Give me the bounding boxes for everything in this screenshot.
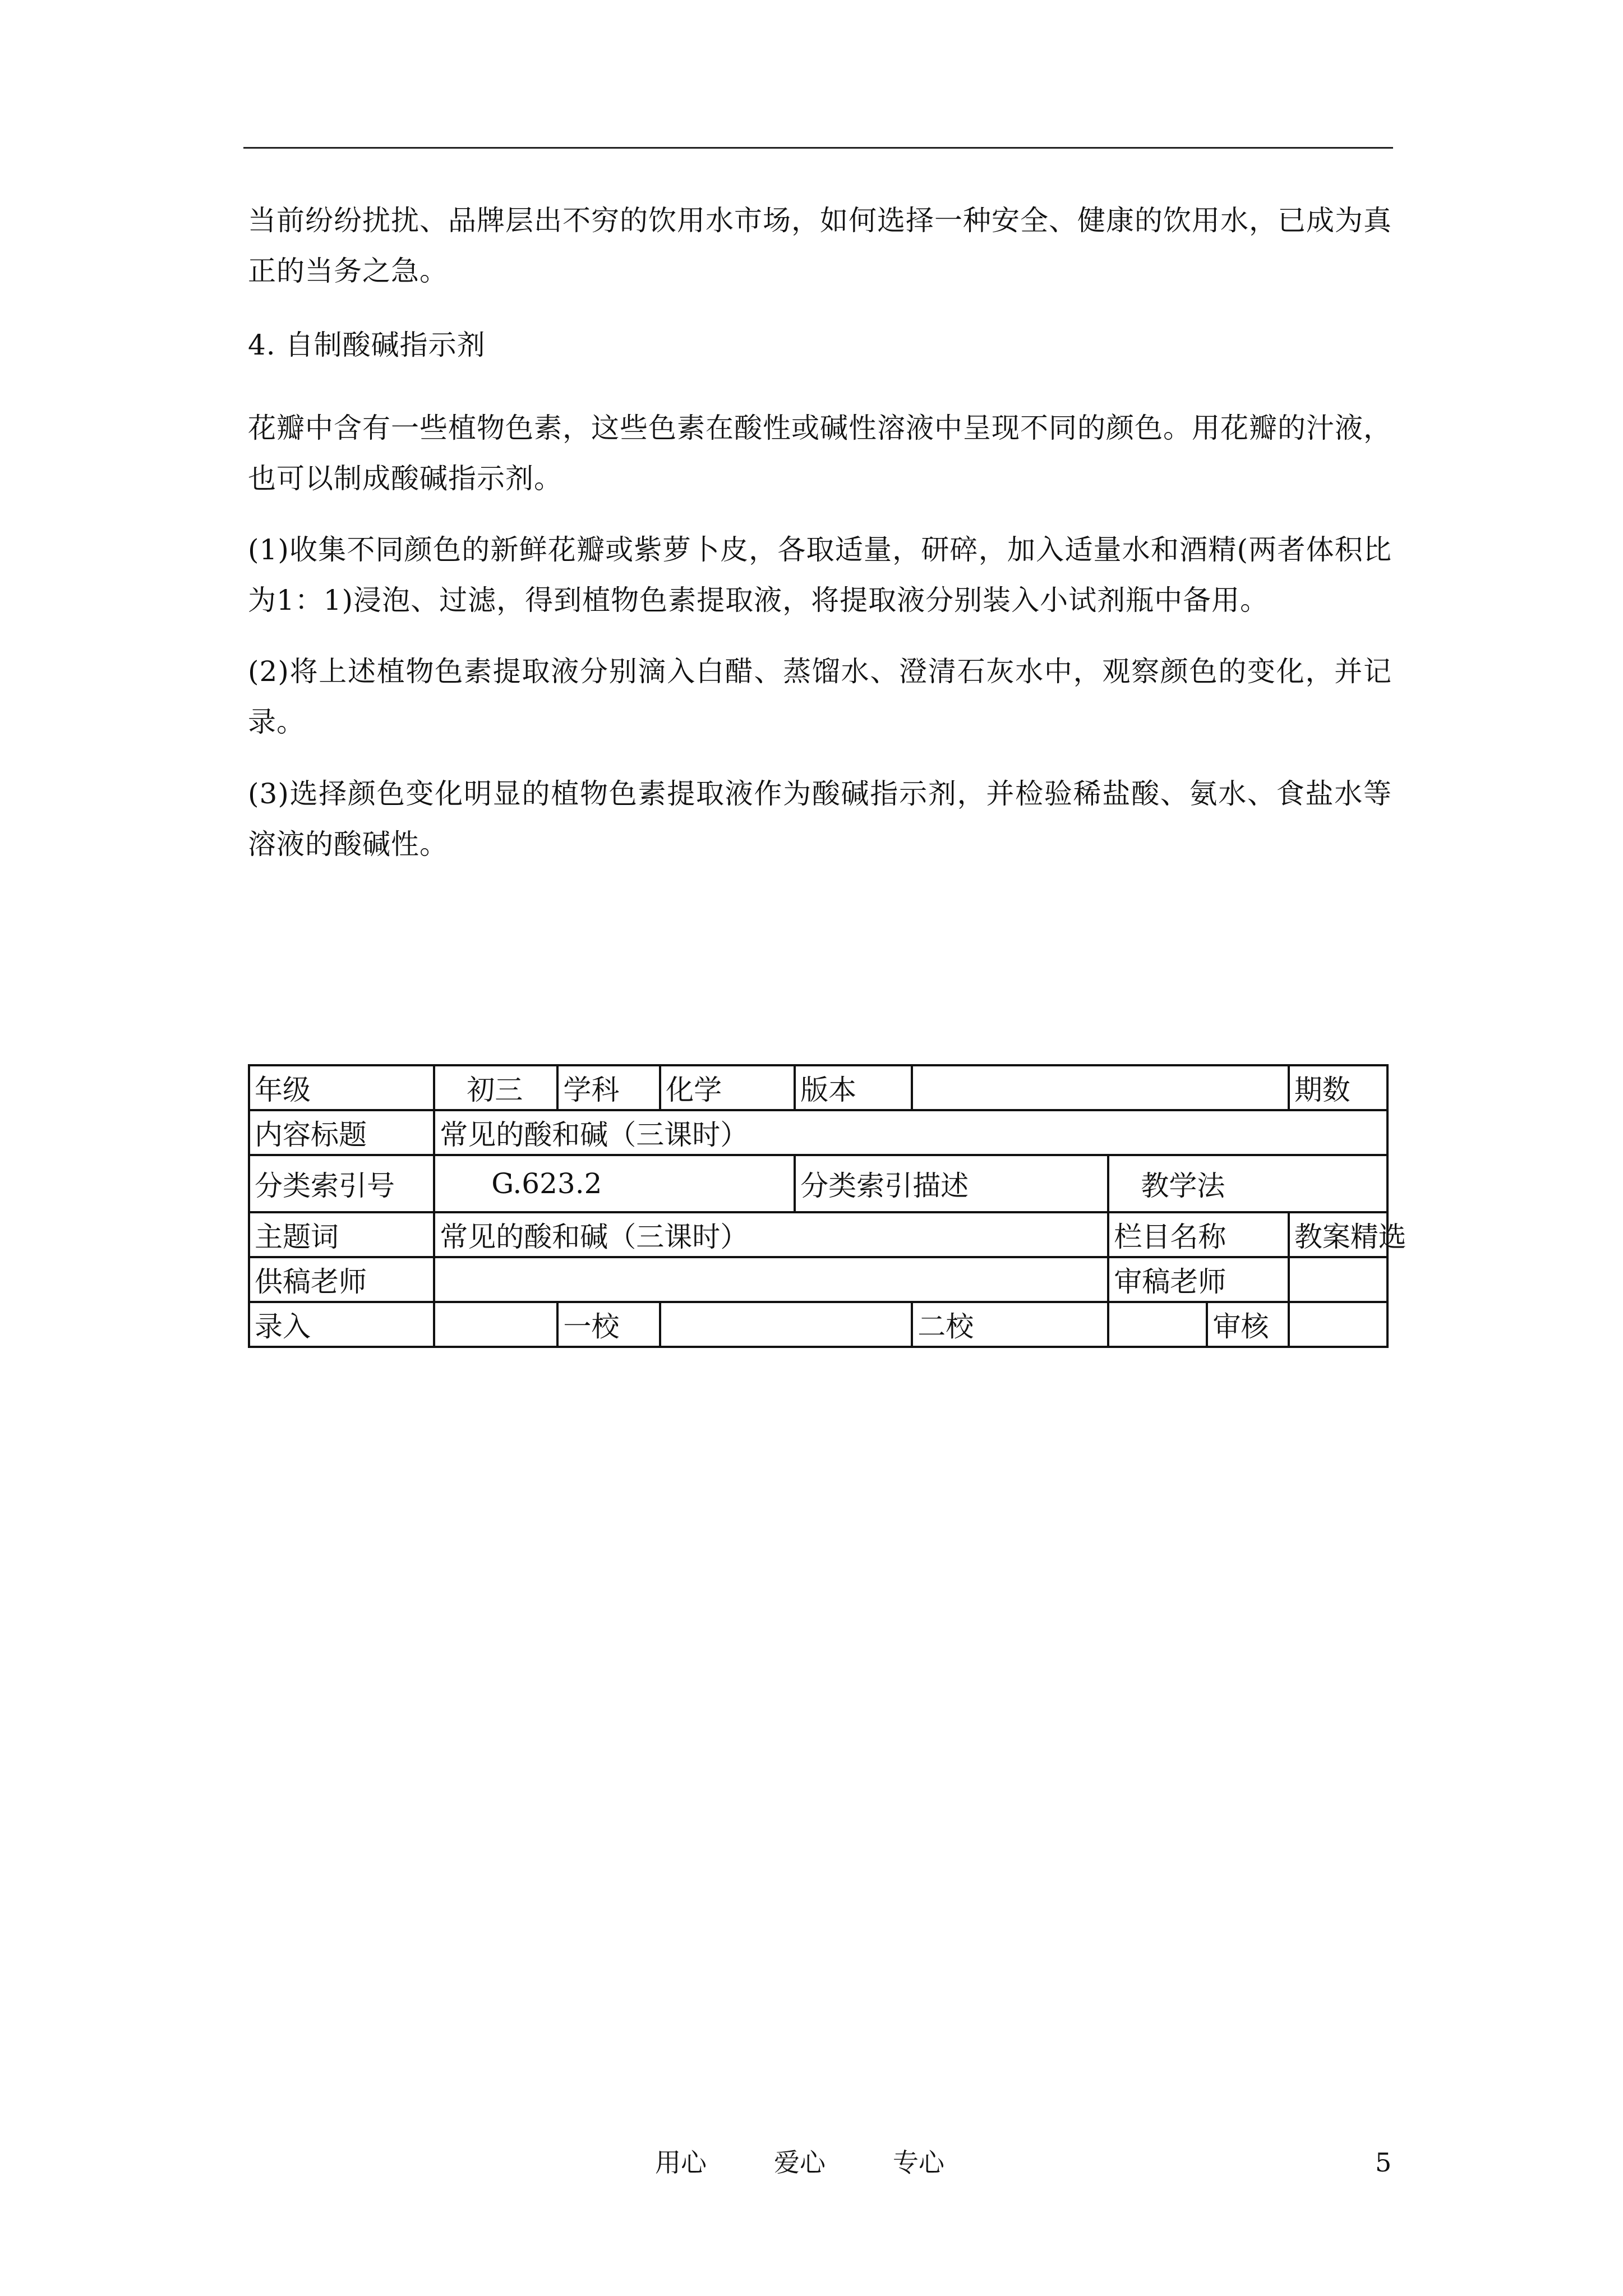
footer-motto-word: 专心 <box>893 2147 944 2178</box>
title-value: 常见的酸和碱（三课时） <box>434 1110 1387 1155</box>
column-value: 教案精选 <box>1289 1212 1387 1257</box>
issue-label: 期数 <box>1289 1065 1387 1110</box>
header-rule <box>243 147 1393 149</box>
entry-value <box>434 1302 557 1347</box>
table-row <box>249 1155 1387 1212</box>
contributor-value <box>434 1257 1108 1302</box>
footer-motto <box>655 2146 1012 2179</box>
proof2-label: 二校 <box>912 1302 1108 1347</box>
footer-motto-word: 爱心 <box>774 2147 826 2178</box>
step-1: (1)收集不同颜色的新鲜花瓣或紫萝卜皮，各取适量，研碎，加入适量水和酒精(两者体积比为1：1)浸泡、过滤，得到植物色素提取液，将提取液分别装入小试剂瓶中备用。 <box>248 533 1392 616</box>
table-row <box>249 1065 1387 1110</box>
table-row <box>249 1212 1387 1257</box>
footer-motto-word: 用心 <box>655 2147 707 2178</box>
catalog-table <box>248 1064 1407 1348</box>
edition-label: 版本 <box>795 1065 912 1110</box>
paragraph-petal-pigment: 花瓣中含有一些植物色素，这些色素在酸性或碱性溶液中呈现不同的颜色。用花瓣的汁液，也可以制成酸碱指示剂。 <box>248 412 1392 495</box>
proof2-value <box>1108 1302 1207 1347</box>
section-heading-indicator: 4. 自制酸碱指示剂 <box>248 329 486 361</box>
keyword-value: 常见的酸和碱（三课时） <box>434 1212 1108 1257</box>
title-label: 内容标题 <box>249 1110 434 1155</box>
entry-label: 录入 <box>249 1302 434 1347</box>
audit-label: 审核 <box>1207 1302 1288 1347</box>
keyword-label: 主题词 <box>249 1212 434 1257</box>
subject-value: 化学 <box>660 1065 795 1110</box>
class-desc-label: 分类索引描述 <box>795 1155 1108 1212</box>
class-index-label: 分类索引号 <box>249 1155 434 1212</box>
table-row <box>249 1110 1387 1155</box>
grade-label: 年级 <box>249 1065 434 1110</box>
proof1-value <box>660 1302 912 1347</box>
step-2: (2)将上述植物色素提取液分别滴入白醋、蒸馏水、澄清石灰水中，观察颜色的变化，并记录。 <box>248 655 1392 738</box>
paragraph-drinking-water: 当前纷纷扰扰、品牌层出不穷的饮用水市场，如何选择一种安全、健康的饮用水，已成为真正的当务之急。 <box>248 204 1392 287</box>
contributor-label: 供稿老师 <box>249 1257 434 1302</box>
reviewer-value <box>1289 1257 1387 1302</box>
step-3: (3)选择颜色变化明显的植物色素提取液作为酸碱指示剂，并检验稀盐酸、氨水、食盐水等溶液的酸碱性。 <box>248 777 1392 861</box>
page-number: 5 <box>1375 2147 1392 2178</box>
grade-value: 初三 <box>434 1065 557 1110</box>
reviewer-label: 审稿老师 <box>1108 1257 1288 1302</box>
table-row <box>249 1302 1387 1347</box>
audit-value <box>1289 1302 1387 1347</box>
proof1-label: 一校 <box>557 1302 660 1347</box>
edition-value <box>912 1065 1289 1110</box>
class-desc-value: 教学法 <box>1108 1155 1387 1212</box>
subject-label: 学科 <box>557 1065 660 1110</box>
class-index-value: G.623.2 <box>434 1155 795 1212</box>
table-row <box>249 1257 1387 1302</box>
column-label: 栏目名称 <box>1108 1212 1288 1257</box>
